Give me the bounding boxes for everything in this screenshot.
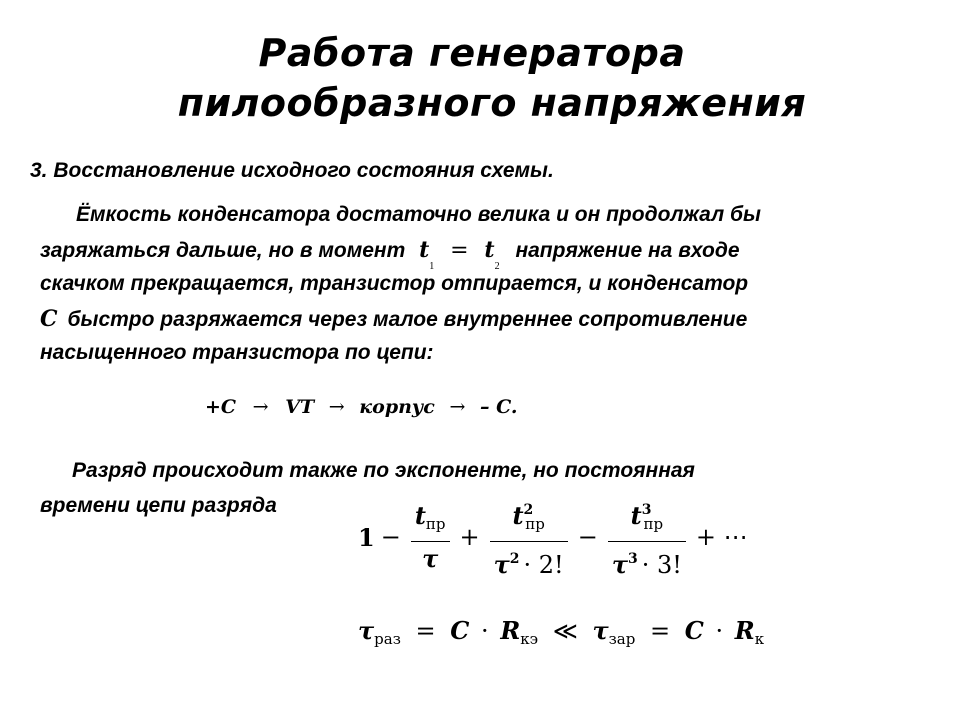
fraction-2 — [490, 493, 568, 582]
fraction-1-sub: пр — [425, 514, 446, 533]
arrow-icon: → — [328, 396, 345, 418]
path-minus-c: – C. — [480, 396, 518, 418]
paragraph-1-line-2-end: напряжение на входе — [515, 239, 740, 262]
section-heading: 3. Восстановление исходного состояния схемы. — [30, 159, 554, 182]
series-formula — [358, 492, 754, 582]
capacitor-c-symbol: C — [40, 306, 58, 332]
r-ke-sub: кэ — [520, 630, 539, 648]
paragraph-1-line-5: насыщенного транзистора по цепи: — [40, 341, 434, 364]
time-constant-equation — [358, 616, 764, 648]
arrow-icon: → — [252, 396, 269, 418]
path-plus-c: +C — [205, 396, 237, 418]
path-vt: VT — [285, 396, 315, 418]
series-minus-2: − — [577, 523, 598, 551]
tau-zar-symbol: τ — [592, 616, 609, 645]
t-sub-2: 2 — [494, 261, 500, 272]
fraction-3-t: t — [630, 500, 642, 530]
fraction-2-sub: пр — [525, 514, 545, 533]
fraction-3-sub: пр — [643, 514, 664, 533]
fraction-2-tau-exp: 2 — [509, 550, 520, 567]
paragraph-1-line-2-start: заряжаться дальше, но в момент — [40, 239, 406, 262]
equals-sign: = — [415, 617, 436, 645]
capacitance-c: C — [684, 616, 704, 645]
tau-raz-sub: раз — [374, 630, 401, 648]
fraction-1-t: t — [414, 500, 426, 530]
fraction-2-t: t — [512, 500, 524, 530]
discharge-path — [205, 396, 518, 418]
tau-zar-sub: зар — [608, 630, 636, 648]
slide-title-line-2: пилообразного напряжения — [177, 81, 807, 125]
fraction-3-tau: τ — [611, 549, 628, 579]
r-k-sub: к — [754, 630, 765, 648]
series-plus-1: + — [459, 523, 480, 551]
series-one: 1 — [358, 522, 375, 552]
fraction-2-factorial: · 2! — [523, 550, 564, 579]
resistance-r-k: R — [734, 616, 755, 645]
slide-title-line-1: Работа генератора — [258, 31, 686, 75]
fraction-3-factorial: · 3! — [641, 550, 682, 579]
paragraph-1-line-4-text: быстро разряжается через малое внутреннее сопротивление — [67, 308, 748, 331]
paragraph-1-line-1: Ёмкость конденсатора достаточно велика и он продолжал бы — [76, 203, 761, 226]
fraction-1 — [411, 499, 450, 576]
fraction-2-tau: τ — [493, 549, 510, 579]
equals-sign: = — [649, 617, 671, 645]
paragraph-1-line-3: скачком прекращается, транзистор отпирается, и конденсатор — [40, 272, 749, 295]
capacitance-c: C — [450, 616, 470, 645]
t-symbol-1: t — [419, 237, 430, 263]
fraction-3-exp: 3 — [641, 501, 652, 518]
series-minus-1: − — [380, 523, 401, 551]
paragraph-2-line-2: времени цепи разряда — [40, 494, 277, 517]
equals-sign: = — [450, 238, 469, 263]
paragraph-1-line-2 — [40, 237, 740, 272]
tau-raz-symbol: τ — [358, 616, 375, 645]
fraction-3 — [608, 493, 686, 582]
t-symbol-2: t — [484, 237, 495, 263]
fraction-3-tau-exp: 3 — [627, 550, 638, 567]
path-korpus: корпус — [359, 396, 435, 418]
paragraph-1-line-4 — [40, 306, 747, 333]
dot-operator: · — [715, 617, 724, 645]
paragraph-2-line-1: Разряд происходит также по экспоненте, но постоянная — [72, 459, 695, 482]
dot-operator: · — [481, 617, 489, 645]
t-sub-1: 1 — [429, 261, 435, 272]
resistance-r-ke: R — [500, 616, 521, 645]
fraction-2-exp: 2 — [523, 501, 534, 518]
much-less-sign: ≪ — [552, 617, 578, 645]
series-tail: + ⋯ — [695, 523, 748, 551]
fraction-1-tau: τ — [422, 543, 439, 573]
arrow-icon: → — [449, 396, 466, 418]
